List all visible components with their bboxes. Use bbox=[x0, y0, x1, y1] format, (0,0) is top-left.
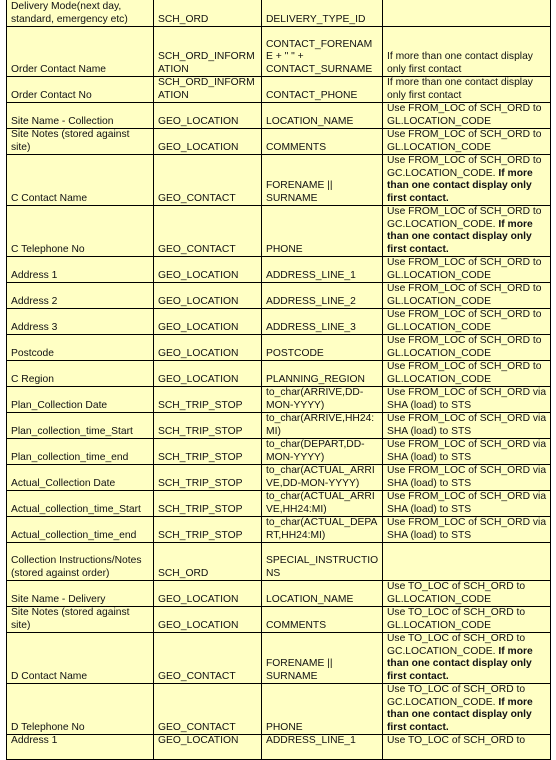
source-table-cell: SCH_TRIP_STOP bbox=[154, 517, 262, 543]
mapping-notes-text: Use FROM_LOC of SCH_ORD to GL.LOCATION_CODE bbox=[387, 361, 542, 385]
mapping-notes-text: Use FROM_LOC of SCH_ORD to GC.LOCATION_CODE. bbox=[387, 155, 542, 179]
mapping-notes-emphasis: If more than one contact display only first contact. bbox=[387, 218, 533, 255]
field-name-cell: Plan_collection_time_Start bbox=[7, 413, 154, 439]
source-table-cell: SCH_ORD bbox=[154, 0, 262, 27]
field-name-cell: C Contact Name bbox=[7, 155, 154, 206]
mapping-notes-text: Use FROM_LOC of SCH_ORD to GL.LOCATION_CODE bbox=[387, 309, 542, 333]
field-name-cell: D Telephone No bbox=[7, 684, 154, 735]
mapping-notes-text: Use FROM_LOC of SCH_ORD to GL.LOCATION_CODE bbox=[387, 283, 542, 307]
field-name-cell: Plan_collection_time_end bbox=[7, 439, 154, 465]
source-column-cell: PLANNING_REGION bbox=[262, 361, 383, 387]
source-table-cell: SCH_ORD_INFORMATION bbox=[154, 27, 262, 77]
mapping-notes-cell bbox=[383, 387, 551, 413]
field-name-cell: Order Contact No bbox=[7, 77, 154, 103]
source-column-cell: ADDRESS_LINE_1 bbox=[262, 735, 383, 760]
source-column-cell: to_char(ARRIVE,DD-MON-YYYY) bbox=[262, 387, 383, 413]
source-column-cell: SPECIAL_INSTRUCTIONS bbox=[262, 543, 383, 581]
mapping-notes-cell bbox=[383, 633, 551, 684]
mapping-notes-emphasis: If more than one contact display only first contact. bbox=[387, 645, 533, 682]
source-table-cell: GEO_CONTACT bbox=[154, 684, 262, 735]
source-table-cell: GEO_LOCATION bbox=[154, 283, 262, 309]
mapping-notes-cell bbox=[383, 413, 551, 439]
field-name-cell: Order Contact Name bbox=[7, 27, 154, 77]
source-column-cell: to_char(ARRIVE,HH24:MI) bbox=[262, 413, 383, 439]
field-name-cell: Site Name - Collection bbox=[7, 103, 154, 129]
mapping-notes-cell bbox=[383, 517, 551, 543]
mapping-notes-cell bbox=[383, 335, 551, 361]
source-table-cell: SCH_TRIP_STOP bbox=[154, 439, 262, 465]
source-table-cell: SCH_ORD_INFORMATION bbox=[154, 77, 262, 103]
field-name-cell: Postcode bbox=[7, 335, 154, 361]
mapping-notes-text: Use FROM_LOC of SCH_ORD via SHA (load) to STS bbox=[387, 517, 547, 541]
source-table-cell: GEO_CONTACT bbox=[154, 155, 262, 206]
source-table-cell: SCH_TRIP_STOP bbox=[154, 465, 262, 491]
mapping-notes-emphasis: If more than one contact display only first contact. bbox=[387, 167, 533, 204]
source-column-cell: ADDRESS_LINE_1 bbox=[262, 257, 383, 283]
source-column-cell: ADDRESS_LINE_3 bbox=[262, 309, 383, 335]
source-table-cell: GEO_LOCATION bbox=[154, 361, 262, 387]
mapping-notes-text: Use FROM_LOC of SCH_ORD to GL.LOCATION_CODE bbox=[387, 129, 542, 153]
mapping-notes-cell bbox=[383, 607, 551, 633]
source-column-cell: ADDRESS_LINE_2 bbox=[262, 283, 383, 309]
mapping-notes-cell bbox=[383, 581, 551, 607]
mapping-notes-text: Use TO_LOC of SCH_ORD to GC.LOCATION_CODE. bbox=[387, 684, 526, 708]
mapping-notes-text: If more than one contact display only first contact bbox=[387, 51, 533, 75]
source-table-cell: GEO_LOCATION bbox=[154, 335, 262, 361]
mapping-notes-text: Use FROM_LOC of SCH_ORD to GL.LOCATION_CODE bbox=[387, 335, 542, 359]
table-row bbox=[7, 129, 551, 155]
mapping-notes-text: Use TO_LOC of SCH_ORD to GL.LOCATION_CODE bbox=[387, 607, 526, 631]
mapping-notes-emphasis: If more than one contact display only first contact. bbox=[387, 696, 533, 733]
field-name-cell: Address 1 bbox=[7, 257, 154, 283]
table-row bbox=[7, 0, 551, 27]
mapping-notes-text: Use TO_LOC of SCH_ORD to GL.LOCATION_CODE bbox=[387, 581, 526, 605]
field-name-cell: D Contact Name bbox=[7, 633, 154, 684]
mapping-notes-text: Use FROM_LOC of SCH_ORD to GL.LOCATION_CODE bbox=[387, 103, 542, 127]
source-column-cell: LOCATION_NAME bbox=[262, 581, 383, 607]
source-column-cell: to_char(DEPART,DD-MON-YYYY) bbox=[262, 439, 383, 465]
field-name-cell: Actual_collection_time_end bbox=[7, 517, 154, 543]
mapping-notes-cell bbox=[383, 103, 551, 129]
source-column-cell: PHONE bbox=[262, 206, 383, 257]
mapping-notes-cell bbox=[383, 735, 551, 760]
mapping-notes-cell bbox=[383, 439, 551, 465]
field-name-cell: Address 1 bbox=[7, 735, 154, 760]
field-mapping-table bbox=[6, 0, 551, 760]
mapping-notes-text: Use FROM_LOC of SCH_ORD to GC.LOCATION_CODE. bbox=[387, 206, 542, 230]
table-row bbox=[7, 283, 551, 309]
mapping-notes-text: If more than one contact display only first contact bbox=[387, 77, 533, 101]
table-row bbox=[7, 439, 551, 465]
source-table-cell: GEO_LOCATION bbox=[154, 735, 262, 760]
source-column-cell: FORENAME || SURNAME bbox=[262, 633, 383, 684]
table-row bbox=[7, 735, 551, 760]
mapping-notes-text: Use TO_LOC of SCH_ORD to GC.LOCATION_CODE. bbox=[387, 633, 526, 657]
field-name-cell: Site Name - Delivery bbox=[7, 581, 154, 607]
mapping-notes-text: Use FROM_LOC of SCH_ORD via SHA (load) to STS bbox=[387, 387, 547, 411]
table-row bbox=[7, 27, 551, 77]
field-name-cell: Site Notes (stored against site) bbox=[7, 129, 154, 155]
source-table-cell: SCH_TRIP_STOP bbox=[154, 413, 262, 439]
field-name-cell: Site Notes (stored against site) bbox=[7, 607, 154, 633]
mapping-notes-cell bbox=[383, 77, 551, 103]
source-table-cell: SCH_TRIP_STOP bbox=[154, 387, 262, 413]
mapping-notes-cell bbox=[383, 465, 551, 491]
table-row bbox=[7, 387, 551, 413]
table-row bbox=[7, 335, 551, 361]
table-row bbox=[7, 77, 551, 103]
mapping-notes-cell bbox=[383, 257, 551, 283]
table-row bbox=[7, 309, 551, 335]
source-column-cell: DELIVERY_TYPE_ID bbox=[262, 0, 383, 27]
mapping-notes-text: Use FROM_LOC of SCH_ORD to GL.LOCATION_CODE bbox=[387, 257, 542, 281]
source-column-cell: CONTACT_FORENAME + " " + CONTACT_SURNAME bbox=[262, 27, 383, 77]
table-row bbox=[7, 517, 551, 543]
source-column-cell: FORENAME || SURNAME bbox=[262, 155, 383, 206]
source-table-cell: SCH_TRIP_STOP bbox=[154, 491, 262, 517]
field-name-cell: Actual_collection_time_Start bbox=[7, 491, 154, 517]
table-row bbox=[7, 607, 551, 633]
source-column-cell: CONTACT_PHONE bbox=[262, 77, 383, 103]
mapping-notes-cell bbox=[383, 684, 551, 735]
table-row bbox=[7, 684, 551, 735]
source-table-cell: GEO_LOCATION bbox=[154, 607, 262, 633]
source-table-cell: GEO_CONTACT bbox=[154, 206, 262, 257]
mapping-notes-cell bbox=[383, 206, 551, 257]
mapping-notes-cell bbox=[383, 283, 551, 309]
field-name-cell: Delivery Mode(next day, standard, emergency etc) bbox=[7, 0, 154, 27]
mapping-notes-cell bbox=[383, 155, 551, 206]
source-table-cell: GEO_LOCATION bbox=[154, 129, 262, 155]
mapping-notes-cell bbox=[383, 27, 551, 77]
field-name-cell: C Telephone No bbox=[7, 206, 154, 257]
source-table-cell: GEO_LOCATION bbox=[154, 309, 262, 335]
mapping-notes-text: Use FROM_LOC of SCH_ORD via SHA (load) to STS bbox=[387, 439, 547, 463]
source-table-cell: SCH_ORD bbox=[154, 543, 262, 581]
table-row bbox=[7, 103, 551, 129]
table-row bbox=[7, 361, 551, 387]
table-row bbox=[7, 491, 551, 517]
source-column-cell: LOCATION_NAME bbox=[262, 103, 383, 129]
table-row bbox=[7, 633, 551, 684]
mapping-notes-cell bbox=[383, 543, 551, 581]
mapping-notes-text: Use TO_LOC of SCH_ORD to bbox=[387, 735, 526, 746]
mapping-notes-text: Use FROM_LOC of SCH_ORD via SHA (load) to STS bbox=[387, 465, 547, 489]
mapping-notes-cell bbox=[383, 129, 551, 155]
source-column-cell: PHONE bbox=[262, 684, 383, 735]
source-table-cell: GEO_LOCATION bbox=[154, 581, 262, 607]
field-name-cell: Actual_Collection Date bbox=[7, 465, 154, 491]
source-column-cell: to_char(ACTUAL_ARRIVE,HH24:MI) bbox=[262, 491, 383, 517]
table-row bbox=[7, 465, 551, 491]
source-column-cell: to_char(ACTUAL_ARRIVE,DD-MON-YYYY) bbox=[262, 465, 383, 491]
table-row bbox=[7, 206, 551, 257]
field-name-cell: Address 3 bbox=[7, 309, 154, 335]
table-row bbox=[7, 413, 551, 439]
source-column-cell: to_char(ACTUAL_DEPART,HH24:MI) bbox=[262, 517, 383, 543]
source-column-cell: COMMENTS bbox=[262, 129, 383, 155]
source-column-cell: POSTCODE bbox=[262, 335, 383, 361]
mapping-notes-text: Use FROM_LOC of SCH_ORD via SHA (load) to STS bbox=[387, 413, 547, 437]
field-name-cell: Plan_Collection Date bbox=[7, 387, 154, 413]
mapping-notes-text: Use FROM_LOC of SCH_ORD via SHA (load) to STS bbox=[387, 491, 547, 515]
mapping-notes-cell bbox=[383, 361, 551, 387]
source-table-cell: GEO_CONTACT bbox=[154, 633, 262, 684]
mapping-notes-cell bbox=[383, 0, 551, 27]
field-name-cell: Collection Instructions/Notes (stored against order) bbox=[7, 543, 154, 581]
source-table-cell: GEO_LOCATION bbox=[154, 103, 262, 129]
table-row bbox=[7, 581, 551, 607]
source-column-cell: COMMENTS bbox=[262, 607, 383, 633]
table-row bbox=[7, 257, 551, 283]
mapping-notes-cell bbox=[383, 491, 551, 517]
table-row bbox=[7, 543, 551, 581]
table-row bbox=[7, 155, 551, 206]
mapping-notes-cell bbox=[383, 309, 551, 335]
field-name-cell: C Region bbox=[7, 361, 154, 387]
source-table-cell: GEO_LOCATION bbox=[154, 257, 262, 283]
field-name-cell: Address 2 bbox=[7, 283, 154, 309]
